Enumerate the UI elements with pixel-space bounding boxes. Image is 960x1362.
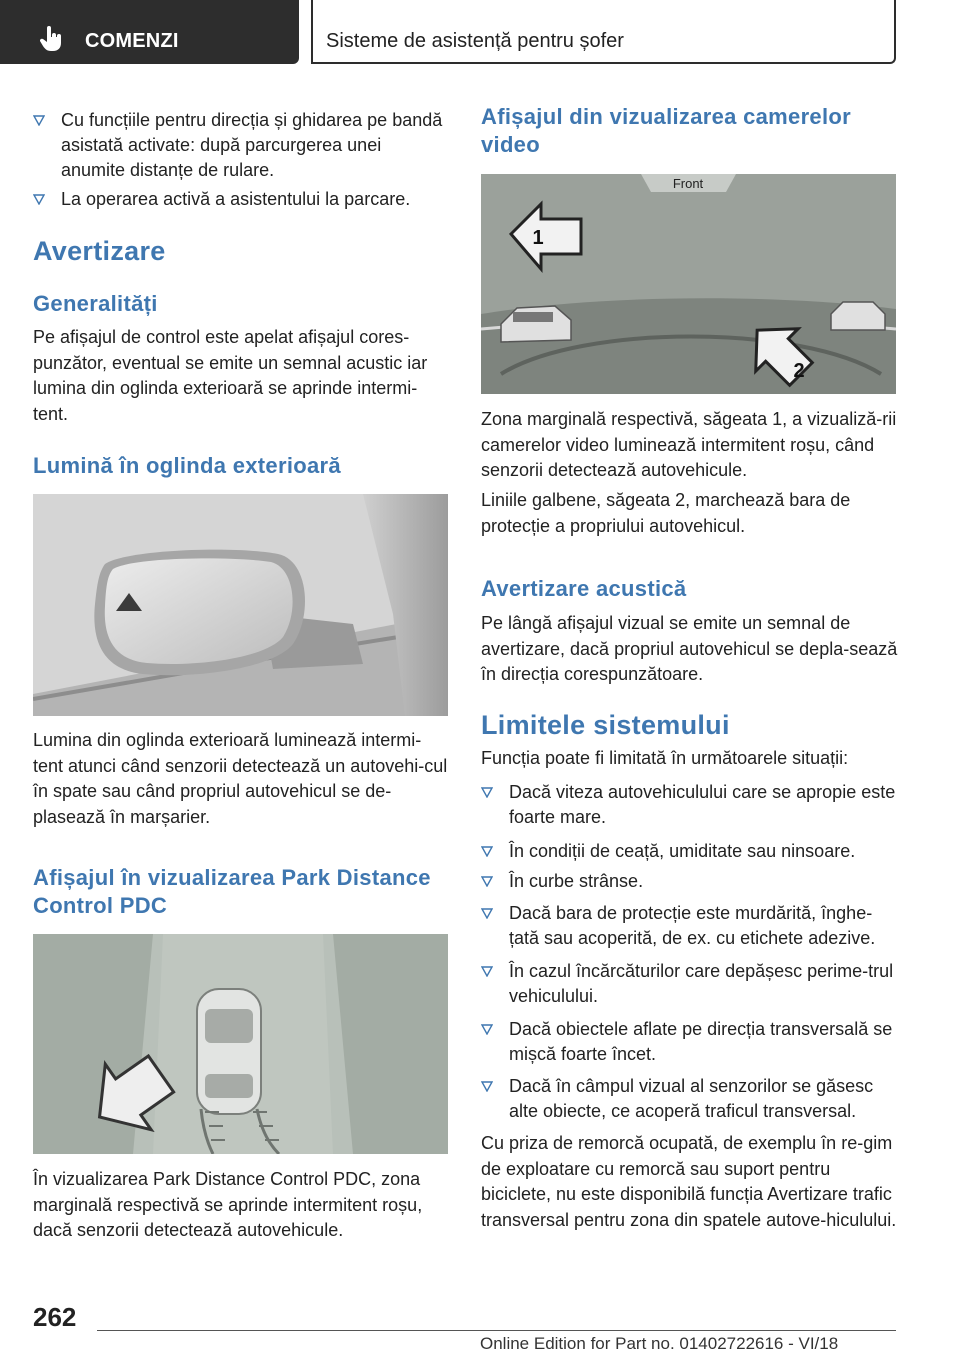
bullet-triangle-icon	[481, 1024, 493, 1035]
list-item: În condiții de ceață, umiditate sau ninsoare.	[481, 839, 896, 864]
list-item: Cu funcțiile pentru direcția și ghidarea pe bandă asistată activate: după parcurgerea unei anumite distanțe de rulare.	[33, 108, 448, 183]
list-item: Dacă obiectele aflate pe direcția transversală se mișcă foarte încet.	[481, 1017, 896, 1067]
footer-divider	[97, 1330, 896, 1331]
list-item: În curbe strânse.	[481, 869, 896, 894]
heading-acustica: Avertizare acustică	[481, 576, 687, 601]
heading-pdc: Afișajul în vizualizarea Park Distance Control PDC	[33, 865, 431, 918]
chapter-label: COMENZI	[85, 30, 179, 52]
paragraph-generalitati: Pe afișajul de control este apelat afișajul cores-punzător, eventual se emite un semnal acustic iar lumina din oglinda exterioară se aprinde intermi-tent.	[33, 327, 428, 424]
arrow-2-label: 2	[793, 360, 805, 382]
mirror-image	[33, 494, 448, 716]
paragraph-pdc: În vizualizarea Park Distance Control PDC, zona marginală respectivă se aprinde intermitent roșu, dacă senzorii detectează autovehicule.	[33, 1169, 423, 1240]
hand-pointer-icon	[40, 26, 64, 52]
bullet-triangle-icon	[33, 115, 45, 126]
bullet-triangle-icon	[481, 876, 493, 887]
paragraph-limite: Funcția poate fi limitată în următoarele situații:	[481, 748, 849, 768]
chapter-tab[interactable]	[0, 0, 299, 64]
bullet-triangle-icon	[481, 846, 493, 857]
heading-lumina: Lumină în oglinda exterioară	[33, 453, 341, 478]
heading-limite: Limitele sistemului	[481, 710, 730, 740]
bullet-triangle-icon	[33, 194, 45, 205]
front-label: Front	[672, 176, 704, 191]
heading-generalitati: Generalități	[33, 291, 158, 316]
mirror-illustration	[33, 494, 448, 716]
arrow-1-label: 1	[532, 227, 544, 249]
pdc-image	[33, 934, 448, 1154]
page-number: 262	[33, 1302, 77, 1332]
footer-edition: Online Edition for Part no. 01402722616 - VI/18	[480, 1334, 839, 1353]
section-tab[interactable]	[311, 0, 896, 64]
heading-camere: Afișajul din vizualizarea camerelor video	[481, 104, 851, 157]
section-label: Sisteme de asistență pentru șofer	[326, 30, 624, 52]
bullet-triangle-icon	[481, 1081, 493, 1092]
list-item: Dacă bara de protecție este murdărită, înghe-țată sau acoperită, de ex. cu etichete adezive.	[481, 901, 896, 951]
camera-image	[481, 174, 896, 394]
list-item: La operarea activă a asistentului la parcare.	[33, 187, 448, 212]
bullet-triangle-icon	[481, 908, 493, 919]
paragraph-remorca: Cu priza de remorcă ocupată, de exemplu în re-gim de exploatare cu remorcă sau suport pentru biciclete, nu este disponibilă funcția Avertizare trafic transversal pentru zona din spatele autove-hiculului.	[481, 1133, 897, 1230]
list-item: În cazul încărcăturilor care depășesc perime-trul vehiculului.	[481, 959, 896, 1009]
bullet-triangle-icon	[481, 966, 493, 977]
pdc-illustration	[33, 934, 448, 1154]
bullet-triangle-icon	[481, 787, 493, 798]
paragraph-lumina: Lumina din oglinda exterioară luminează intermi-tent atunci când senzorii detectează un autovehi-cul în spate sau când propriul autovehicul se de-plasează în marșarier.	[33, 730, 448, 827]
paragraph-camere-2: Liniile galbene, săgeata 2, marchează bara de protecție a propriului autovehicul.	[481, 490, 851, 536]
paragraph-camere-1: Zona marginală respectivă, săgeata 1, a vizualiză-rii camerelor video luminează intermitent roșu, când senzorii detectează autovehicule.	[481, 409, 897, 480]
camera-illustration	[481, 174, 896, 394]
list-item: Dacă în câmpul vizual al senzorilor se găsesc alte obiecte, ce acoperă traficul transversal.	[481, 1074, 896, 1124]
heading-avertizare: Avertizare	[33, 236, 166, 266]
list-item: Dacă viteza autovehiculului care se apropie este foarte mare.	[481, 780, 896, 830]
paragraph-acustica: Pe lângă afișajul vizual se emite un semnal de avertizare, dacă propriul autovehicul se depla-sează în direcția corespunzătoare.	[481, 613, 898, 684]
